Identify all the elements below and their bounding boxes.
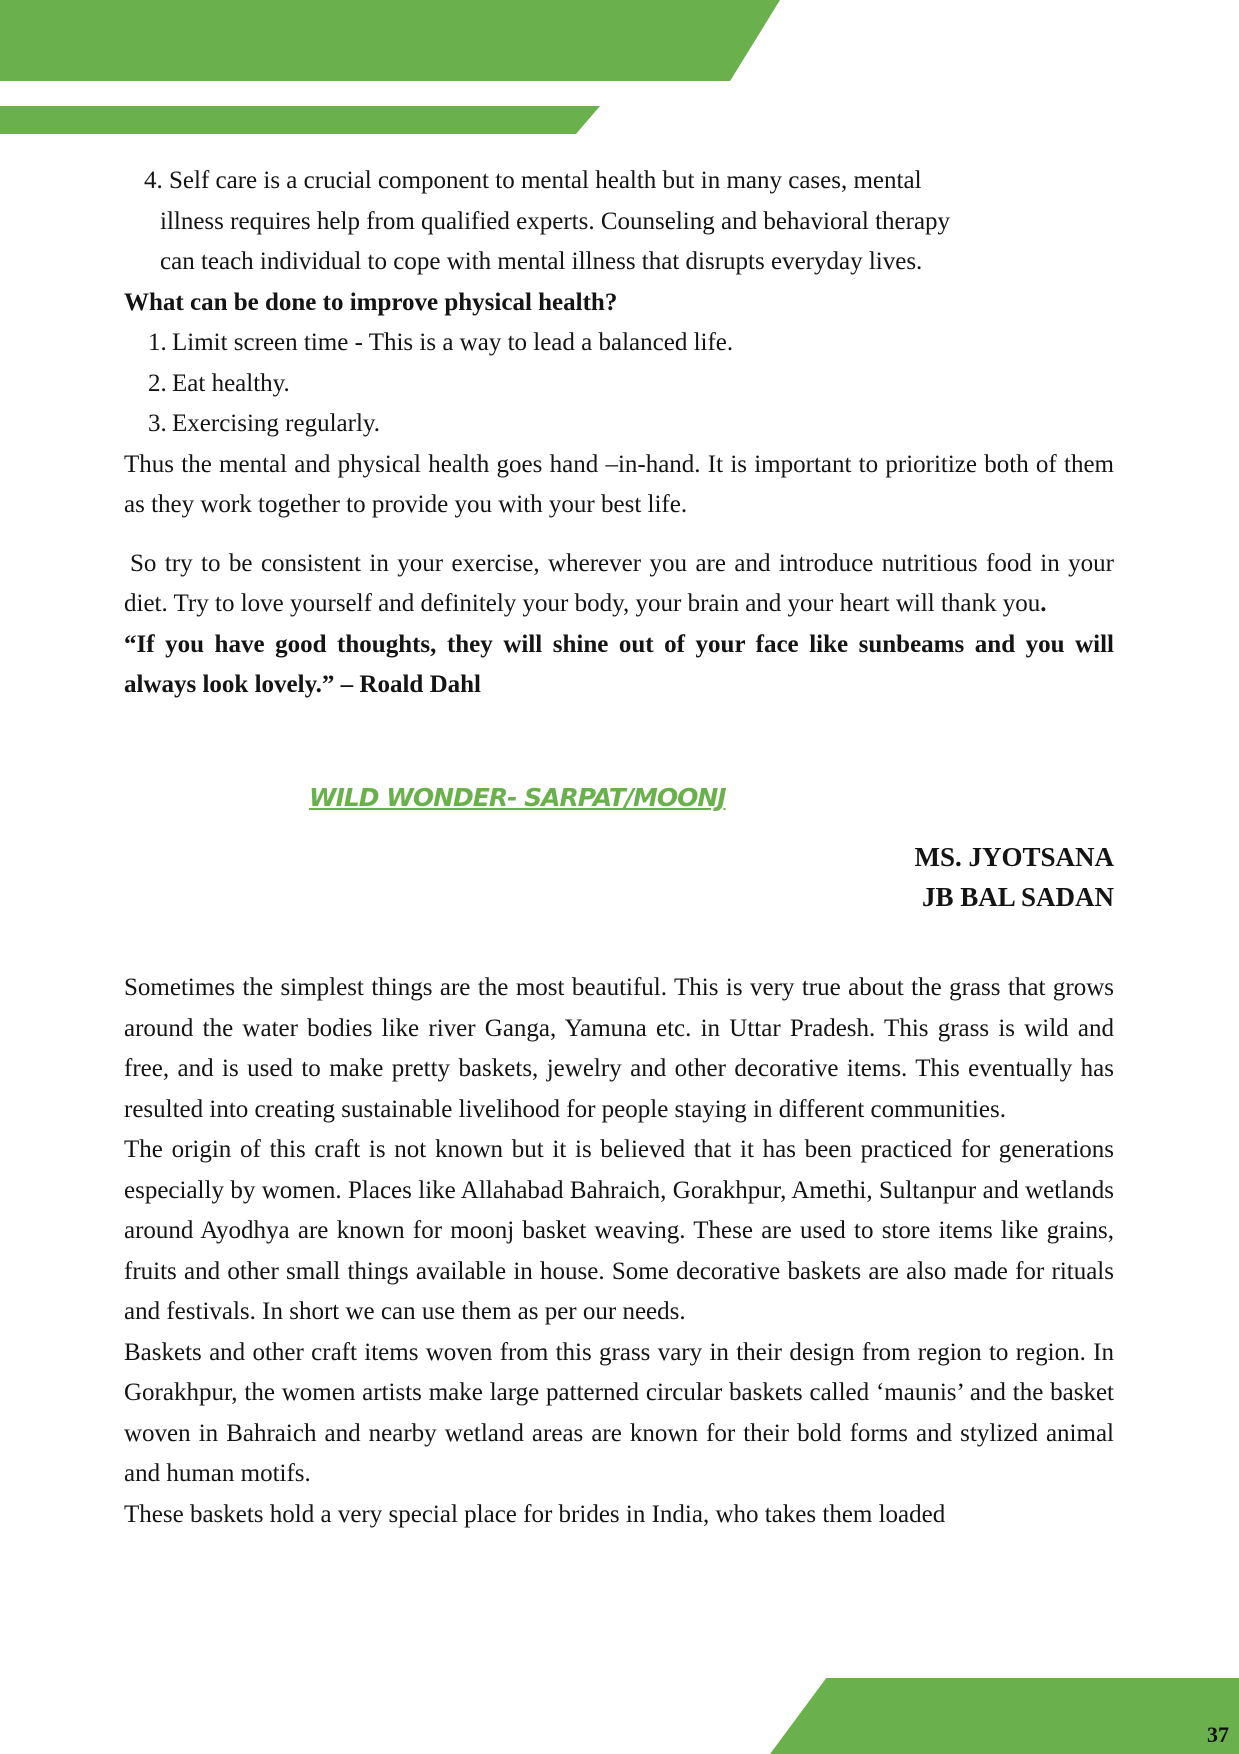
article-title: WILD WONDER- SARPAT/MOONJ (309, 783, 726, 812)
quote: “If you have good thoughts, they will shine out of your face like sunbeams and you will always look lovely.” – Roald Dahl (124, 630, 1114, 698)
list-item-number: 3. (148, 410, 167, 437)
author-school: JB BAL SADAN (921, 882, 1114, 912)
article-paragraph: Sometimes the simplest things are the most beautiful. This is very true about the grass that grows around the water bodies like river Ganga, Yamuna etc. in Uttar Pradesh. This grass is wild and free, and is used to make pretty baskets, jewelry and other decorative items. This eventually has resulted into creating sustainable livelihood for people staying in different communities. (124, 974, 1114, 1123)
article-body (124, 968, 1114, 1535)
list-item-4-line-1: Self care is a crucial component to mental health but in many cases, mental (169, 167, 922, 194)
health-paragraph: Thus the mental and physical health goes hand –in-hand. It is important to prioritize both of them as they work together to provide you with your best life. (124, 450, 1114, 518)
list-item-number: 2. (148, 369, 167, 397)
article-paragraph: These baskets hold a very special place for brides in India, who takes them loaded (124, 1500, 946, 1528)
list-item-4 (124, 161, 1114, 283)
list-item (124, 323, 1114, 364)
list-item (124, 404, 1114, 445)
advice-paragraph-text: So try to be consistent in your exercise, wherever you are and introduce nutritious food in your diet. Try to love yourself and definitely your body, your brain and your heart will thank you (124, 549, 1114, 617)
list-item-text: Limit screen time - This is a way to lead a balanced life. (172, 329, 734, 356)
physical-health-heading: What can be done to improve physical health? (124, 288, 618, 316)
list-item-text: Eat healthy. (172, 369, 290, 397)
page-number: 37 (1207, 1722, 1229, 1747)
author-block (914, 837, 1114, 917)
advice-paragraph-period: . (1040, 590, 1047, 617)
article-paragraph: The origin of this craft is not known but it is believed that it has been practiced for generations especially by women. Places like Allahabad Bahraich, Gorakhpur, Amethi, Sultanpur and wetlands around Ayodhya are known for moonj basket weaving. These are used to store items like grains, fruits and other small things available in house. Some decorative baskets are also made for rituals and festivals. In short we can use them as per our needs. (124, 1136, 1114, 1325)
list-item-4-line-2: illness requires help from qualified experts. Counseling and behavioral therapy (160, 207, 951, 235)
intro-section (124, 161, 1114, 706)
list-item (124, 364, 1114, 405)
list-item-4-line-3: can teach individual to cope with mental illness that disrupts everyday lives. (160, 248, 923, 275)
header-band-top (0, 0, 780, 81)
list-item-4-number: 4. (144, 167, 163, 194)
article-paragraph: Baskets and other craft items woven from this grass vary in their design from region to region. In Gorakhpur, the women artists make large patterned circular baskets called ‘maunis’ and the basket woven in Bahraich and nearby wetland areas are known for their bold forms and stylized animal and human motifs. (124, 1338, 1114, 1487)
advice-paragraph (124, 544, 1114, 625)
author-name: MS. JYOTSANA (914, 842, 1114, 872)
header-band-bottom (0, 106, 600, 134)
footer-band (770, 1678, 1239, 1754)
list-item-text: Exercising regularly. (172, 410, 381, 437)
list-item-number: 1. (148, 329, 167, 356)
